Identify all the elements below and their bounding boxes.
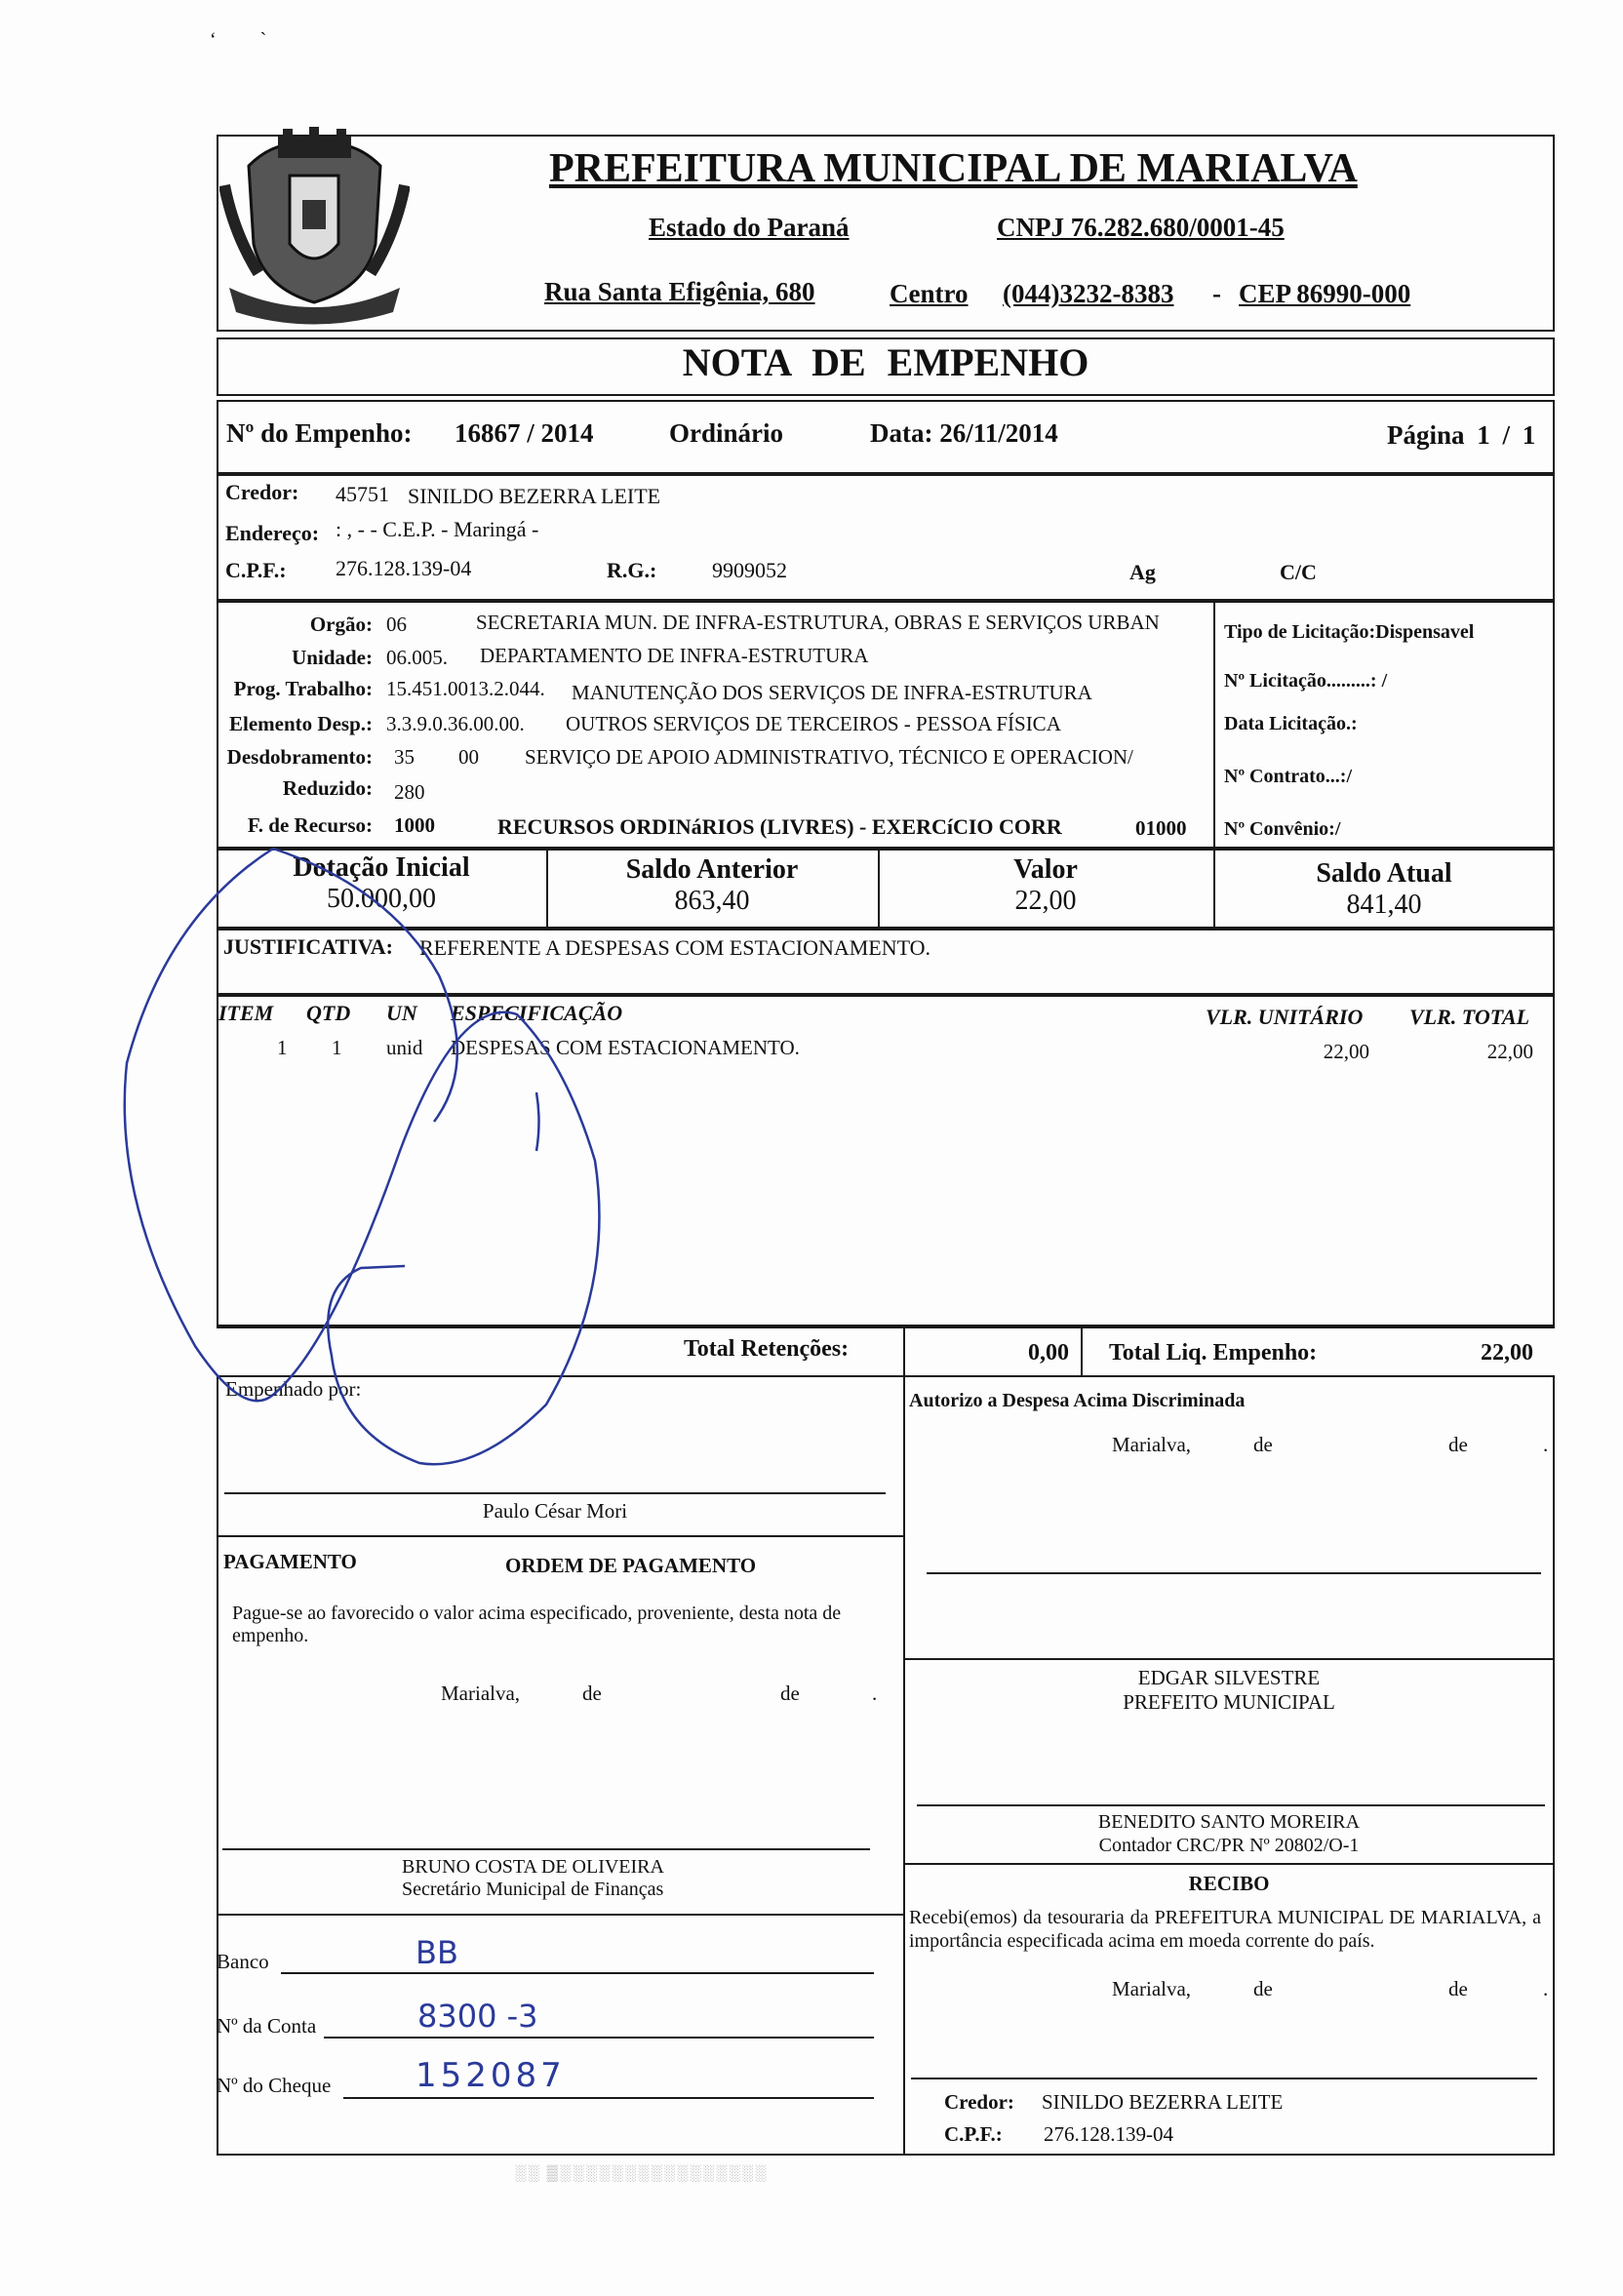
desdobramento-sub: 00 xyxy=(458,745,479,769)
phone: (044)3232-8383 xyxy=(1003,279,1174,308)
totals-divider-2 xyxy=(1081,1326,1083,1375)
cc-label: C/C xyxy=(1280,560,1317,584)
desdobramento-code: 35 xyxy=(394,745,415,769)
elemento-code: 3.3.9.0.36.00.00. xyxy=(386,712,525,735)
state-name: Estado do Paraná xyxy=(649,213,850,242)
autorizo-de1: de xyxy=(1253,1433,1273,1456)
secretario-name: BRUNO COSTA DE OLIVEIRA xyxy=(402,1856,664,1878)
scan-mark: ‘ ` xyxy=(210,29,267,51)
recibo-title: RECIBO xyxy=(1188,1872,1270,1895)
col-unit-price: VLR. UNITÁRIO xyxy=(1206,1005,1364,1029)
ordem-pagamento-label: ORDEM DE PAGAMENTO xyxy=(505,1554,757,1577)
prefeito-name: EDGAR SILVESTRE xyxy=(1137,1666,1321,1689)
orgao-label: Orgão: xyxy=(309,613,373,636)
fonte-num: 01000 xyxy=(1135,816,1187,840)
col-spec: ESPECIFICAÇÃO xyxy=(451,1001,623,1025)
justificativa-label: JUSTIFICATIVA: xyxy=(223,934,394,959)
recibo-cpf: 276.128.139-04 xyxy=(1044,2122,1173,2146)
credor-label: Credor: xyxy=(225,480,299,504)
orgao-desc: SECRETARIA MUN. DE INFRA-ESTRUTURA, OBRAS E SERVIÇOS URBAN xyxy=(476,611,1160,634)
tipo-licitacao: Tipo de Licitação:Dispensavel xyxy=(1224,621,1475,643)
pagamento-de2: de xyxy=(780,1682,800,1705)
pagamento-dot: . xyxy=(872,1682,878,1705)
cnpj: CNPJ 76.282.680/0001-45 xyxy=(997,213,1285,242)
row-total: 22,00 xyxy=(1486,1040,1533,1063)
prog-desc: MANUTENÇÃO DOS SERVIÇOS DE INFRA-ESTRUTURA xyxy=(572,681,1092,704)
row-qtd: 1 xyxy=(332,1036,342,1059)
justificativa-text: REFERENTE A DESPESAS COM ESTACIONAMENTO. xyxy=(419,935,931,960)
rg-label: R.G.: xyxy=(607,558,657,582)
autorizo-de2: de xyxy=(1448,1433,1468,1456)
liquido-label: Total Liq. Empenho: xyxy=(1109,1340,1318,1366)
cep: CEP 86990-000 xyxy=(1239,279,1411,308)
empenhado-bottom-line xyxy=(217,1535,903,1537)
recibo-credor-label: Credor: xyxy=(944,2090,1014,2114)
empenhado-signature-line xyxy=(224,1492,886,1494)
empenho-label: Nº do Empenho: xyxy=(226,418,413,448)
elemento-desc: OUTROS SERVIÇOS DE TERCEIROS - PESSOA FÍSICA xyxy=(566,712,1061,735)
secretario-bottom-line xyxy=(217,1914,903,1916)
autorizo-city: Marialva, xyxy=(1112,1433,1192,1456)
prefeitura-title: PREFEITURA MUNICIPAL DE MARIALVA xyxy=(549,146,1358,191)
retencoes-value: 0,00 xyxy=(1028,1340,1069,1366)
autorizo-dot: . xyxy=(1543,1433,1549,1456)
empenho-date: Data: 26/11/2014 xyxy=(870,418,1058,448)
saldo-atual-value: 841,40 xyxy=(1346,890,1422,920)
elemento-label: Elemento Desp.: xyxy=(229,712,373,735)
district: Centro xyxy=(890,279,969,308)
prefeito-top-line xyxy=(903,1658,1555,1660)
prog-code: 15.451.0013.2.044. xyxy=(386,677,545,700)
numero-licitacao: Nº Licitação.........: / xyxy=(1224,670,1388,692)
col-qtd: QTD xyxy=(306,1001,351,1025)
recibo-de2: de xyxy=(1448,1977,1468,2000)
empenhado-label: Empenhado por: xyxy=(225,1377,362,1401)
blue-ink-signature xyxy=(107,829,634,1492)
cpf-label: C.P.F.: xyxy=(225,558,287,582)
banco-handwritten: BB xyxy=(416,1934,458,1971)
liquido-value: 22,00 xyxy=(1481,1340,1533,1366)
col-total: VLR. TOTAL xyxy=(1409,1005,1530,1029)
valor-label: Valor xyxy=(1013,854,1078,885)
empenhado-name: Paulo César Mori xyxy=(482,1499,628,1523)
recibo-cpf-label: C.P.F.: xyxy=(944,2122,1003,2146)
prefeito-role: PREFEITO MUNICIPAL xyxy=(1123,1690,1335,1714)
secretario-signature-line xyxy=(222,1848,870,1850)
pagamento-city: Marialva, xyxy=(441,1682,521,1705)
desdobramento-desc: SERVIÇO DE APOIO ADMINISTRATIVO, TÉCNICO E OPERACION/ xyxy=(525,745,1133,769)
recibo-dot: . xyxy=(1543,1977,1549,2000)
page-number: Página 1 / 1 xyxy=(1387,420,1536,450)
numero-convenio: Nº Convênio:/ xyxy=(1224,818,1341,840)
contador-role: Contador CRC/PR Nº 20802/O-1 xyxy=(1098,1835,1360,1856)
pagamento-de1: de xyxy=(582,1682,602,1705)
reduzido-code: 280 xyxy=(394,780,425,804)
col-item: ITEM xyxy=(218,1001,274,1025)
desdobramento-label: Desdobramento: xyxy=(226,745,373,769)
row-un: unid xyxy=(386,1036,423,1059)
empenho-type: Ordinário xyxy=(669,418,784,448)
row-unit-price: 22,00 xyxy=(1323,1040,1369,1063)
autorizo-signature-line xyxy=(927,1572,1541,1574)
address: Rua Santa Efigênia, 680 xyxy=(544,277,815,306)
coat-of-arms-logo xyxy=(219,127,410,332)
unidade-code: 06.005. xyxy=(386,646,448,669)
contador-name: BENEDITO SANTO MOREIRA xyxy=(1097,1811,1361,1833)
credor-name: SINILDO BEZERRA LEITE xyxy=(408,484,661,508)
secretario-role: Secretário Municipal de Finanças xyxy=(402,1879,664,1900)
cheque-line xyxy=(343,2097,874,2099)
fonte-code: 1000 xyxy=(394,813,435,837)
totals-divider-1 xyxy=(903,1326,905,1375)
autorizo-text: Autorizo a Despesa Acima Discriminada xyxy=(909,1390,1246,1411)
recibo-city: Marialva, xyxy=(1112,1977,1192,2000)
fonte-desc: RECURSOS ORDINáRIOS (LIVRES) - EXERCíCIO CORR xyxy=(497,814,1062,839)
recibo-text: Recebi(emos) da tesouraria da PREFEITURA MUNICIPAL DE MARIALVA, a importância especificada acima em moeda corrente do país. xyxy=(909,1907,1541,1952)
data-licitacao: Data Licitação.: xyxy=(1224,713,1358,734)
row-item: 1 xyxy=(277,1036,288,1059)
row-spec: DESPESAS COM ESTACIONAMENTO. xyxy=(451,1036,800,1059)
retencoes-label: Total Retenções: xyxy=(684,1336,850,1362)
contador-signature-line xyxy=(917,1804,1545,1806)
saldo-atual-label: Saldo Atual xyxy=(1316,858,1452,889)
orgao-code: 06 xyxy=(386,613,407,636)
reduzido-label: Reduzido: xyxy=(282,776,373,800)
doc-title: NOTA DE EMPENHO xyxy=(682,340,1089,384)
fonte-label: F. de Recurso: xyxy=(247,813,373,837)
conta-line xyxy=(324,2037,874,2039)
pagamento-text: Pague-se ao favorecido o valor acima especificado, proveniente, desta nota de empenho. xyxy=(232,1603,842,1646)
pagamento-label: PAGAMENTO xyxy=(223,1550,357,1573)
conta-label: Nº da Conta xyxy=(217,2014,317,2038)
cheque-handwritten: 152087 xyxy=(416,2056,566,2095)
saldo-anterior-value: 863,40 xyxy=(674,886,750,916)
dotacao-inicial-value: 50.000,00 xyxy=(327,884,436,914)
col-un: UN xyxy=(386,1001,417,1025)
prog-label: Prog. Trabalho: xyxy=(233,677,373,700)
recibo-signature-line xyxy=(911,2078,1537,2079)
numero-contrato: Nº Contrato...:/ xyxy=(1224,766,1353,787)
banco-line xyxy=(281,1972,874,1974)
empenho-number: 16867 / 2014 xyxy=(455,418,594,448)
dotacao-divider xyxy=(1213,601,1215,849)
unidade-desc: DEPARTAMENTO DE INFRA-ESTRUTURA xyxy=(480,644,869,667)
endereco-label: Endereço: xyxy=(225,521,320,545)
conta-handwritten: 8300 -3 xyxy=(417,1998,538,2035)
dotacao-inicial-label: Dotação Inicial xyxy=(293,852,470,883)
cheque-label: Nº do Cheque xyxy=(217,2074,332,2097)
saldo-anterior-label: Saldo Anterior xyxy=(625,854,799,885)
banco-label: Banco xyxy=(217,1950,269,1973)
recibo-de1: de xyxy=(1253,1977,1273,2000)
credor-code: 45751 xyxy=(336,482,389,506)
lower-center-divider xyxy=(903,1375,905,2156)
unidade-label: Unidade: xyxy=(292,646,373,669)
recibo-credor-name: SINILDO BEZERRA LEITE xyxy=(1042,2090,1284,2114)
ag-label: Ag xyxy=(1129,560,1156,584)
rg-value: 9909052 xyxy=(712,558,787,582)
cpf-value: 276.128.139-04 xyxy=(336,556,472,580)
scan-footer: ░░ ▒░░░░░░░░░░░░░░░░ xyxy=(515,2165,769,2182)
valor-value: 22,00 xyxy=(1014,886,1077,916)
endereco-value: : , - - C.E.P. - Maringá - xyxy=(336,517,539,541)
contador-bottom-line xyxy=(903,1863,1555,1865)
separator-dash: - xyxy=(1212,279,1221,308)
